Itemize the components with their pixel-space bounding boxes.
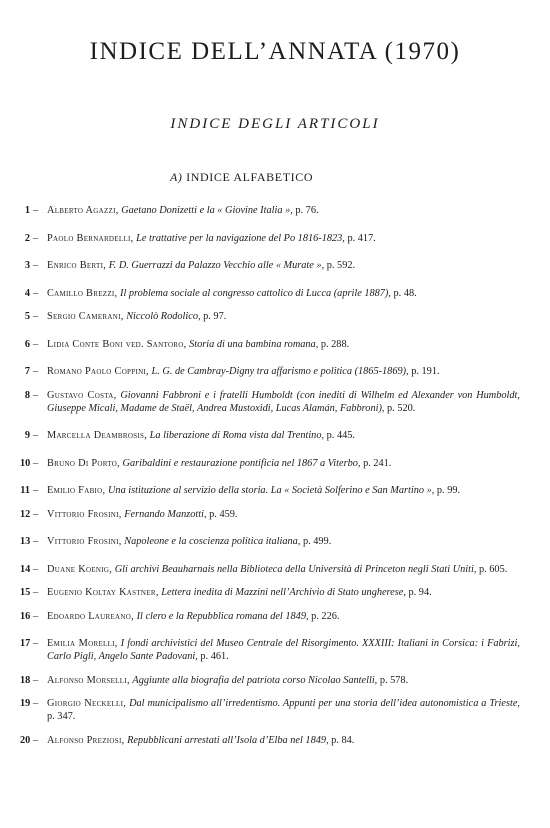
entry-page: p. 605. <box>478 563 508 575</box>
entry-page: p. 97. <box>203 311 227 322</box>
entry-author: Romano Paolo Coppini, <box>47 366 149 377</box>
entry-number: 14 <box>20 563 31 575</box>
entry-title: Niccolò Rodolico, <box>126 311 201 322</box>
article-index-list <box>20 204 520 761</box>
entry-number: 1 <box>24 205 30 216</box>
entry-author: Alfonso Morselli, <box>47 674 130 686</box>
entry-dash: – <box>33 734 39 746</box>
entry-dash: – <box>33 587 39 598</box>
entry-number: 8 <box>24 389 30 401</box>
entry-author: Camillo Brezzi, <box>47 287 118 299</box>
index-entry <box>20 232 520 245</box>
subsection-letter: A) <box>170 170 183 184</box>
entry-title: La liberazione di Roma vista dal Trentino, <box>149 430 325 441</box>
entry-dash: – <box>33 232 39 244</box>
entry-author: Lidia Conte Boni ved. Santoro, <box>47 338 187 350</box>
entry-author: Giorgio Neckelli, <box>47 698 127 709</box>
entry-author: Emilia Morelli, <box>47 638 118 649</box>
entry-dash: – <box>33 674 39 686</box>
entry-number: 2 <box>24 232 30 244</box>
index-entry <box>20 259 520 272</box>
index-entry <box>20 563 520 576</box>
entry-page: p. 499. <box>302 536 332 547</box>
entry-dash: – <box>33 563 39 575</box>
entry-page: p. 226. <box>311 610 340 622</box>
entry-author: Emilio Fabio, <box>47 485 106 496</box>
entry-page: p. 241. <box>363 457 392 469</box>
entry-page: p. 417. <box>347 232 376 244</box>
entry-dash: – <box>33 366 39 377</box>
index-entry <box>20 610 520 623</box>
entry-title: Garibaldini e restaurazione pontificia nel 1867 a Viterbo, <box>122 457 361 469</box>
entry-page: p. 592. <box>326 260 356 271</box>
entry-author: Eugenio Koltay Kastner, <box>47 587 159 598</box>
entry-title: Napoleone e la coscienza politica italiana, <box>124 536 301 547</box>
entry-number: 13 <box>20 536 31 547</box>
index-entry <box>20 484 520 497</box>
entry-page: p. 94. <box>408 587 432 598</box>
entry-dash: – <box>33 698 39 709</box>
entry-number: 11 <box>20 485 30 496</box>
entry-dash: – <box>33 638 39 649</box>
entry-number: 17 <box>20 638 31 649</box>
entry-number: 19 <box>20 698 31 709</box>
entry-title: Giovanni Fabbroni e i fratelli Humboldt (con inediti di Wilhelm ed Alexander von Humboldt, Giuseppe Micali, Madame de Staël, Andrea Mustoxidi, Lucas Alamán, Fabbroni), <box>47 389 520 414</box>
index-entry <box>20 389 520 415</box>
entry-author: Paolo Bernardelli, <box>47 232 134 244</box>
entry-title: Fernando Manzotti, <box>124 508 207 520</box>
index-entry <box>20 429 520 442</box>
entry-author: Duane Koenig, <box>47 563 113 575</box>
entry-page: p. 520. <box>387 402 416 414</box>
entry-title: F. D. Guerrazzi da Palazzo Vecchio alle « Murate », <box>108 260 325 271</box>
entry-dash: – <box>33 485 39 496</box>
entry-title: Aggiunte alla biografia del patriota corso Nicolao Santelli, <box>132 674 378 686</box>
index-entry <box>20 535 520 548</box>
entry-number: 15 <box>20 587 31 598</box>
entry-title: L. G. de Cambray-Digny tra affarismo e politica (1865-1869), <box>151 366 409 377</box>
entry-author: Enrico Berti, <box>47 260 107 271</box>
entry-author: Gustavo Costa, <box>47 389 117 401</box>
entry-page: p. 578. <box>379 674 409 686</box>
entry-dash: – <box>33 287 39 299</box>
page-title: INDICE DELL’ANNATA (1970) <box>89 38 461 65</box>
section-title: INDICE DEGLI ARTICOLI <box>170 116 380 132</box>
index-entry <box>20 204 520 217</box>
entry-author: Sergio Camerani, <box>47 311 124 322</box>
index-entry <box>20 697 520 723</box>
entry-title: Il problema sociale al congresso cattolico di Lucca (aprile 1887), <box>120 287 391 299</box>
index-entry <box>20 674 520 687</box>
entry-number: 9 <box>24 430 30 441</box>
entry-author: Alberto Agazzi, <box>47 205 119 216</box>
index-entry <box>20 637 520 663</box>
entry-page: p. 76. <box>295 205 319 216</box>
entry-author: Bruno Di Porto, <box>47 457 120 469</box>
entry-page: p. 84. <box>331 734 355 746</box>
entry-page: p. 99. <box>436 485 461 496</box>
entry-number: 7 <box>24 366 30 377</box>
entry-author: Vittorio Frosini, <box>47 536 122 547</box>
index-entry <box>20 338 520 351</box>
entry-dash: – <box>33 338 39 350</box>
entry-number: 16 <box>20 610 31 622</box>
entry-author: Marcella Deambrosis, <box>47 430 148 441</box>
index-entry <box>20 310 520 323</box>
entry-dash: – <box>33 260 39 271</box>
entry-number: 18 <box>20 674 31 686</box>
entry-dash: – <box>33 536 39 547</box>
entry-dash: – <box>33 508 39 520</box>
index-entry <box>20 457 520 470</box>
entry-dash: – <box>33 610 39 622</box>
entry-title: Repubblicani arrestati all’Isola d’Elba nel 1849, <box>127 734 329 746</box>
entry-page: p. 445. <box>326 430 355 441</box>
index-entry <box>20 365 520 378</box>
entry-dash: – <box>33 430 39 441</box>
entry-number: 10 <box>20 457 31 469</box>
entry-page: p. 288. <box>320 338 350 350</box>
subsection-label: INDICE ALFABETICO <box>186 170 314 184</box>
entry-page: p. 191. <box>411 366 440 377</box>
entry-title: I fondi archivistici del Museo Centrale del Risorgimento. XXXIII: Italiani in Corsica: i Fabrizi, Carlo Pigli, Angelo Sante Padovani, <box>47 638 520 662</box>
entry-title: Gli archivi Beauharnais nella Biblioteca della Università di Princeton negli Stati Uniti, <box>114 563 477 575</box>
entry-page: p. 459. <box>209 508 238 520</box>
entry-dash: – <box>33 311 39 322</box>
entry-author: Edoardo Laureano, <box>47 610 134 622</box>
entry-title: Lettera inedita di Mazzini nell’Archivio di Stato ungherese, <box>161 587 406 598</box>
entry-dash: – <box>33 389 39 401</box>
subsection-title <box>170 170 313 185</box>
entry-title: Una istituzione al servizio della storia. La « Società Solferino e San Martino », <box>107 485 435 496</box>
entry-number: 5 <box>24 311 30 322</box>
index-entry <box>20 508 520 521</box>
entry-dash: – <box>33 205 39 216</box>
entry-page: p. 461. <box>200 651 229 662</box>
entry-page: p. 347. <box>47 711 76 722</box>
entry-title: Le trattative per la navigazione del Po 1816-1823, <box>136 232 345 244</box>
entry-title: Dal municipalismo all’irredentismo. Appunti per una storia dell’idea autonomistica a Trieste, <box>129 698 521 709</box>
entry-number: 4 <box>24 287 30 299</box>
entry-author: Vittorio Frosini, <box>47 508 122 520</box>
entry-number: 6 <box>24 338 30 350</box>
entry-number: 3 <box>24 260 30 271</box>
entry-title: Il clero e la Repubblica romana del 1849, <box>136 610 309 622</box>
entry-author: Alfonso Preziosi, <box>47 734 125 746</box>
entry-dash: – <box>33 457 39 469</box>
entry-page: p. 48. <box>393 287 417 299</box>
entry-title: Storia di una bambina romana, <box>189 338 319 350</box>
entry-title: Gaetano Donizetti e la « Giovine Italia », <box>121 205 293 216</box>
index-entry <box>20 734 520 747</box>
entry-number: 12 <box>20 508 31 520</box>
entry-number: 20 <box>20 734 31 746</box>
index-entry <box>20 586 520 599</box>
index-entry <box>20 287 520 300</box>
